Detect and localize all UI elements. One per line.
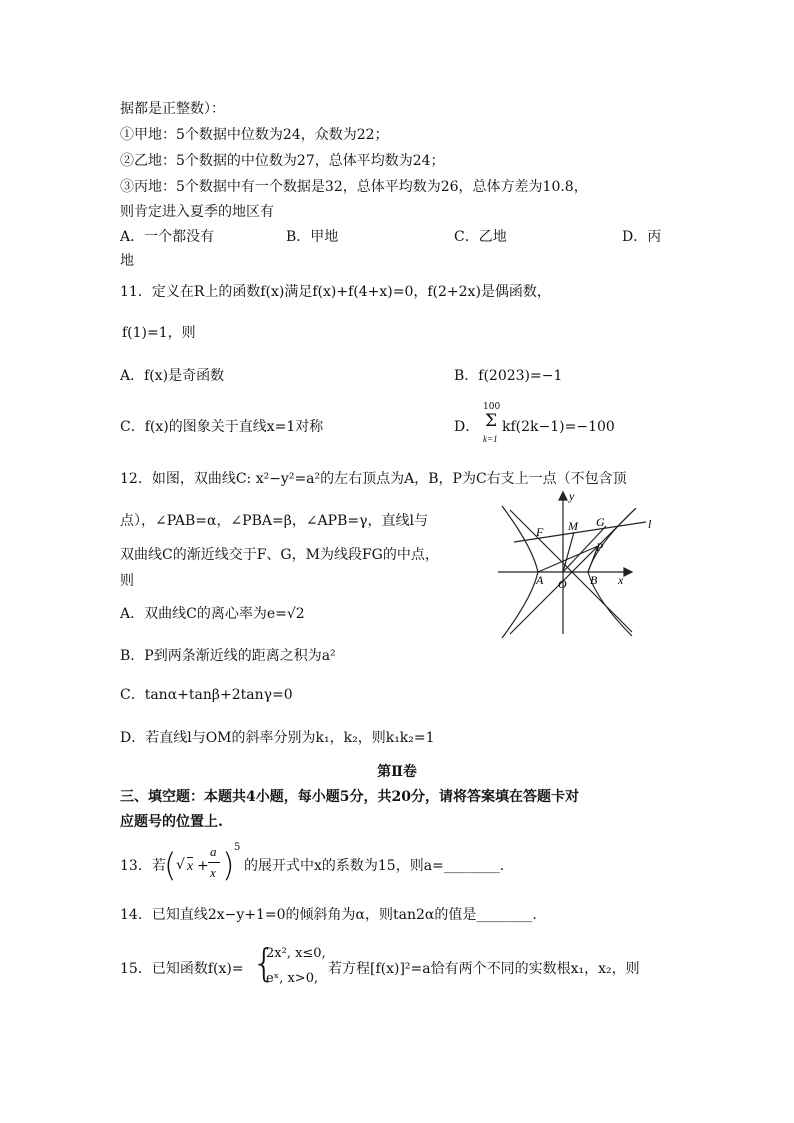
q10-condition-2: ②乙地：5个数据的中位数为27，总体平均数为24；	[120, 153, 445, 169]
q13-frac-denominator: x	[210, 865, 216, 880]
q10-lead: 据都是正整数）：	[120, 101, 225, 117]
q11-option-d-sum-lower: k=1	[483, 434, 498, 444]
q11-option-d-sigma: Σ	[485, 411, 498, 431]
q12-stem-line-1: 12．如图，双曲线C: x²−y²=a²的左右顶点为A，B，P为C右支上一点（不包含顶	[120, 471, 627, 487]
hyperbola-figure	[496, 488, 664, 638]
label-a: A	[536, 573, 544, 587]
q13-right-paren: )	[222, 846, 235, 884]
y-axis-arrow	[559, 492, 567, 500]
q13-frac-numerator: a	[210, 844, 217, 859]
q11-option-c: C．f(x)的图象关于直线x=1对称	[120, 419, 324, 435]
label-m: M	[568, 519, 578, 533]
section-heading-line-1: 三、填空题：本题共4小题，每小题5分，共20分，请将答案填在答题卡对	[120, 789, 579, 805]
q13-prefix: 13．若	[120, 858, 166, 874]
line-l	[514, 522, 646, 542]
q14-text: 14．已知直线2x−y+1=0的倾斜角为α，则tan2α的值是________.	[120, 907, 537, 923]
q12-option-a: A．双曲线C的离心率为e=√2	[120, 606, 305, 622]
q15-case-1: 2x², x≤0,	[266, 946, 326, 961]
q13-frac-bar	[208, 862, 220, 863]
section-heading-line-2: 应题号的位置上.	[120, 814, 223, 830]
q12-stem-line-3: 双曲线C的渐近线交于F、G，M为线段FG的中点，	[120, 547, 439, 563]
q13-suffix: 的展开式中x的系数为15，则a=________.	[244, 858, 505, 874]
label-b: B	[590, 573, 598, 587]
label-y: y	[569, 489, 575, 503]
q11-option-a: A．f(x)是奇函数	[120, 368, 225, 384]
q12-option-d: D．若直线l与OM的斜率分别为k₁，k₂，则k₁k₂=1	[120, 730, 435, 746]
q13-sqrt-sign: √	[176, 857, 185, 873]
label-g: G	[596, 515, 605, 529]
q11-stem-line-1: 11．定义在R上的函数f(x)满足f(x)+f(4+x)=0，f(2+2x)是偶函数，	[120, 284, 551, 300]
q13-plus: +	[197, 858, 209, 874]
q12-stem-line-4: 则	[120, 573, 134, 589]
q10-ask: 则肯定进入夏季的地区有	[120, 204, 274, 220]
part-two-title: 第Ⅱ卷	[377, 764, 417, 780]
q13-sqrt-x: x	[187, 859, 194, 874]
q10-option-a: A．一个都没有	[120, 229, 215, 245]
q10-condition-1: ①甲地：5个数据中位数为24，众数为22；	[120, 127, 389, 143]
q12-option-b: B．P到两条渐近线的距离之积为a²	[120, 648, 336, 664]
q11-option-d-body: kf(2k−1)=−100	[502, 419, 615, 435]
q11-stem-line-2: f(1)=1，则	[122, 325, 196, 341]
q10-condition-3: ③丙地：5个数据中有一个数据是32，总体平均数为26，总体方差为10.8，	[120, 179, 588, 195]
q15-prefix: 15．已知函数f(x)=	[120, 961, 244, 977]
x-axis-arrow	[624, 568, 632, 576]
q15-case-2: eˣ, x>0,	[266, 971, 319, 986]
q10-option-c: C．乙地	[454, 229, 507, 245]
q10-option-b: B．甲地	[286, 229, 339, 245]
q15-suffix: 若方程[f(x)]²=a恰有两个不同的实数根x₁，x₂，则	[328, 961, 640, 977]
q12-option-c: C．tanα+tanβ+2tanγ=0	[120, 687, 293, 703]
q15-brace: {	[252, 941, 277, 985]
label-p: P	[596, 540, 604, 554]
q10-option-d-wrap: 地	[120, 253, 134, 269]
label-f: F	[536, 525, 544, 539]
q13-exponent: 5	[234, 842, 241, 853]
q11-option-b: B．f(2023)=−1	[454, 368, 563, 384]
label-o: O	[558, 577, 567, 591]
q11-option-d-prefix: D．	[454, 419, 480, 435]
label-l: l	[648, 517, 652, 531]
q12-stem-line-2: 点），∠PAB=α，∠PBA=β，∠APB=γ，直线l与	[120, 513, 428, 529]
label-x: x	[618, 573, 624, 587]
q13-left-paren: (	[164, 846, 177, 884]
q10-option-d: D．丙	[622, 229, 662, 245]
q11-option-d-sum-upper: 100	[483, 402, 501, 412]
